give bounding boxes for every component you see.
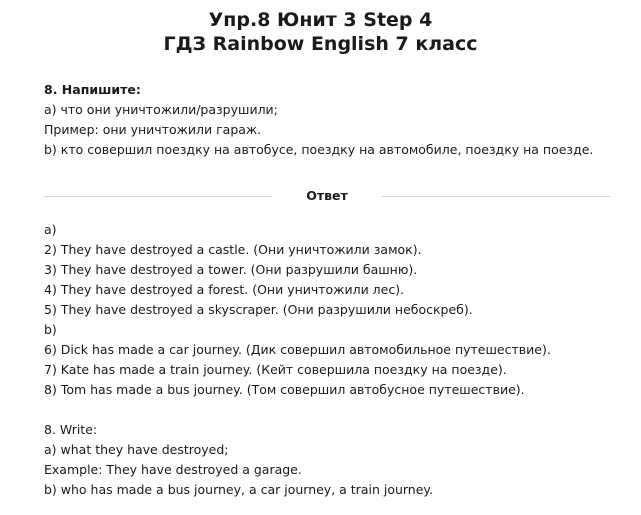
answer-line: 8) Tom has made a bus journey. (Том совершил автобусное путешествие). <box>44 382 525 397</box>
answer-line: 2) They have destroyed a castle. (Они уничтожили замок). <box>44 242 422 257</box>
task-russian-line: b) кто совершил поездку на автобусе, поездку на автомобиле, поездку на поезде. <box>44 142 594 157</box>
answer-line: 3) They have destroyed a tower. (Они разрушили башню). <box>44 262 418 277</box>
answer-heading: Ответ <box>306 188 348 203</box>
divider-line-right <box>382 196 610 197</box>
answer-line: 5) They have destroyed a skyscraper. (Они разрушили небоскреб). <box>44 302 473 317</box>
task-english <box>44 420 641 500</box>
page-title <box>0 8 641 56</box>
answer-line: b) <box>44 322 57 337</box>
title-line-1: Упр.8 Юнит 3 Step 4 <box>208 9 433 31</box>
task-russian-line: Пример: они уничтожили гараж. <box>44 122 262 137</box>
answer-line: 6) Dick has made a car journey. (Дик совершил автомобильное путешествие). <box>44 342 551 357</box>
answer-list <box>44 220 641 400</box>
answer-line: 7) Kate has made a train journey. (Кейт совершила поездку на поезде). <box>44 362 507 377</box>
answer-line: 4) They have destroyed a forest. (Они уничтожили лес). <box>44 282 405 297</box>
answer-line: a) <box>44 222 57 237</box>
title-line-2: ГДЗ Rainbow English 7 класс <box>163 33 478 55</box>
task-russian-heading: 8. Напишите: <box>44 82 141 97</box>
task-english-line: Example: They have destroyed a garage. <box>44 462 302 477</box>
task-russian-line: a) что они уничтожили/разрушили; <box>44 102 278 117</box>
task-english-heading: 8. Write: <box>44 422 98 437</box>
task-english-line: b) who has made a bus journey, a car journey, a train journey. <box>44 482 434 497</box>
task-russian <box>44 80 641 160</box>
task-english-line: a) what they have destroyed; <box>44 442 229 457</box>
answer-divider <box>44 186 610 206</box>
